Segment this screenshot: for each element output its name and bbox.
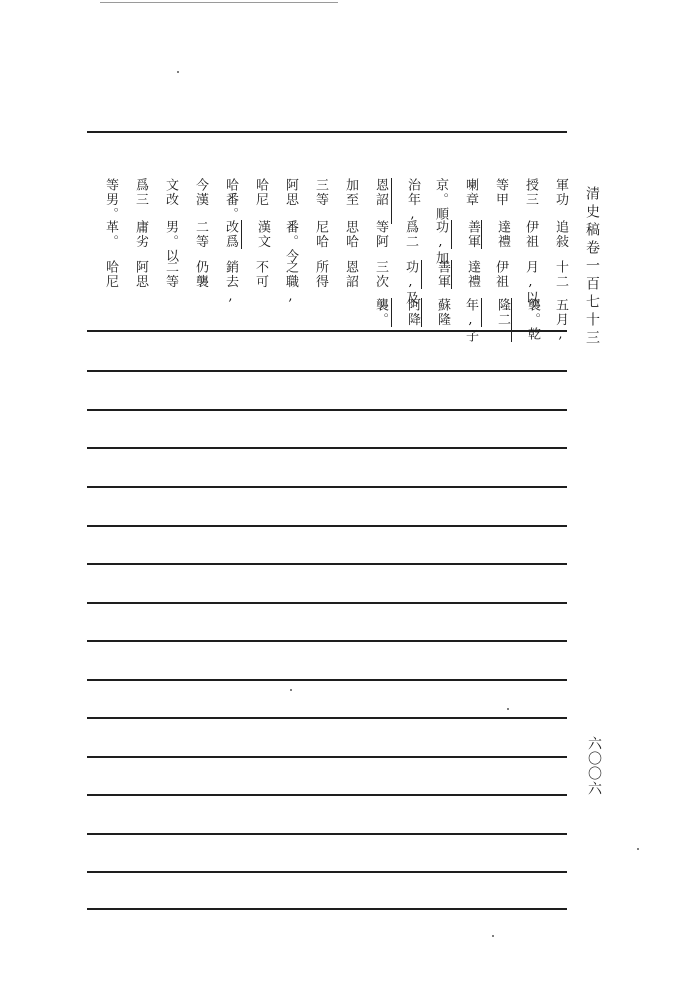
table-rule [87,908,567,910]
text-column: 月,以 [523,260,538,306]
text-column: 蘇隆 [421,298,449,327]
table-rule [87,486,567,488]
table-rule [87,563,567,565]
text-column: 恩詔 [373,178,388,207]
text-column: 年,子 [463,298,478,344]
text-column: 銷去, [223,260,238,306]
text-column: 哈尼 [103,260,118,289]
text-column: 功,及 [403,260,418,306]
text-column: 恩詔 [343,260,358,289]
table-rule [87,794,567,796]
text-column: 三次 [373,260,388,289]
text-column: 等甲 [493,178,508,207]
text-column: 哈番。 [223,178,238,222]
scan-speck [637,848,639,850]
text-column: 襲。 [373,298,388,327]
text-column: 等阿 [373,220,388,249]
text-column: 治年, [391,178,419,224]
table-rule [87,756,567,758]
text-column: 之職, [283,260,298,306]
text-column: 文改 [163,178,178,207]
text-column: 等男。 [103,178,118,222]
text-column: 番。今 [283,220,298,264]
text-column: 今漢 [193,178,208,207]
table-rule [87,330,567,332]
text-column: 達禮 [451,260,479,289]
text-column: 善軍 [451,220,479,249]
table-rule [87,679,567,681]
table-rule [87,409,567,411]
table-rule [87,525,567,527]
text-column: 哈尼 [253,178,268,207]
text-column: 二等 [193,220,208,249]
text-column: 所得 [313,260,328,289]
text-column: 二等 [163,260,178,289]
text-column: 追敍 [553,220,568,249]
table-rule [87,717,567,719]
table-rule [87,447,567,449]
table-rule [87,131,567,133]
text-column: 尼哈 [313,220,328,249]
text-column: 軍功 [553,178,568,207]
text-column: 伊祖 [493,260,508,289]
text-column: 男。以 [163,220,178,264]
text-column: 十二 [553,260,568,289]
text-column: 五月, [553,298,568,344]
text-column: 京。順 [433,178,448,222]
top-edge-line [100,2,338,3]
scan-speck [290,689,292,691]
text-column: 達禮 [481,220,509,249]
table-rule [87,602,567,604]
text-column: 伊祖 [523,220,538,249]
text-column: 阿降 [391,298,419,327]
scan-speck [177,71,179,73]
text-column: 爲二 [403,220,418,249]
text-column: 不可 [253,260,268,289]
text-column: 思哈 [343,220,358,249]
text-column: 加至 [343,178,358,207]
table-rule [87,871,567,873]
text-column: 三等 [313,178,328,207]
text-column: 阿思 [283,178,298,207]
table-rule [87,640,567,642]
text-column: 隆二 [481,298,509,327]
text-column: 阿思 [133,260,148,289]
text-column: 爲三 [133,178,148,207]
table-rule [87,833,567,835]
scan-speck [507,708,509,710]
text-column: 善軍 [421,260,449,289]
scan-speck [492,935,494,937]
text-column: 改爲 [223,220,238,249]
text-column: 喇章 [463,178,478,207]
page-number: 六〇〇六 [586,736,602,796]
table-rule [87,370,567,372]
text-column: 革。 [103,220,118,249]
text-column: 庸劣 [133,220,148,249]
text-column: 授三 [523,178,538,207]
running-head: 清史稿卷一百七十三 [584,186,600,348]
text-column: 漢文 [241,220,269,249]
text-column: 功,加 [433,220,448,266]
text-column: 仍襲 [193,260,208,289]
text-column: 襲。乾 [511,298,539,342]
